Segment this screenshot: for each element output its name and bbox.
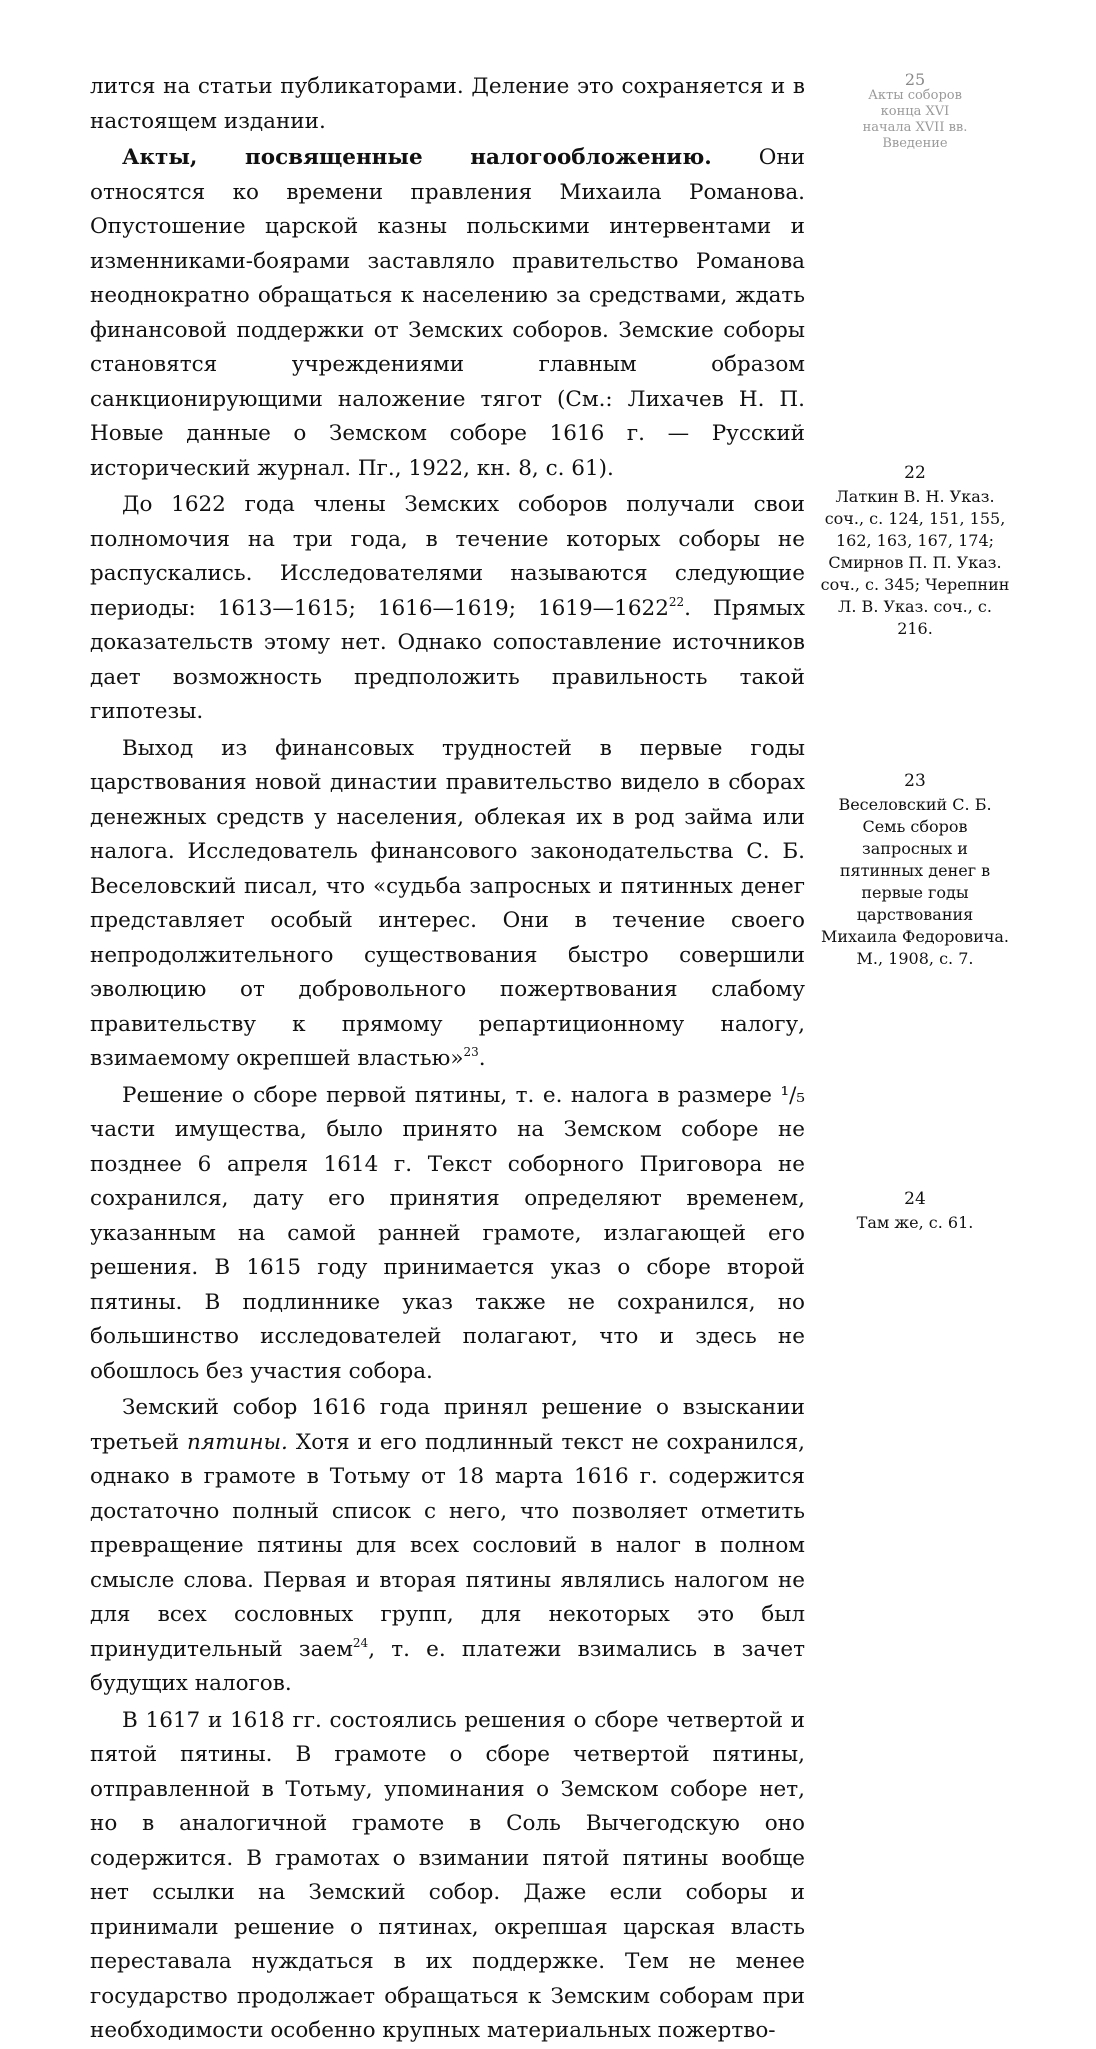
footnote-ref: 22 <box>668 594 685 609</box>
footnote-ref: 23 <box>463 1045 479 1059</box>
paragraph-text: Выход из финансовых трудностей в первые годы царствования новой династии правительство видело в сборах денежных средств у населения, облекая их в род займа или налога. Исследователь финансового законодательства С. Б. Веселовский писал, что «судьба запросных и пятинных денег представляет особый интерес. Они в течение своего непродолжительного существования быстро совершили эволюцию от добровольного пожертвования слабому правительству к прямому репартиционному налогу, взимаемому окрепшей властью» <box>90 735 805 1071</box>
margin-note-number: 24 <box>904 1189 926 1209</box>
running-head-line: конца XVI <box>880 104 950 119</box>
margin-note-text: Веселовский С. Б. Семь сборов запросных и пятинных денег в первые годы царствования Михаила Федоровича. М., 1908, с. 7. <box>820 795 1010 968</box>
margin-note-number: 22 <box>904 463 926 483</box>
paragraph-text: , т. е. платежи взимались в зачет будущих налогов. <box>90 1636 805 1696</box>
paragraph-continuation: лится на статьи публикаторами. Деление это сохраняется и в настоящем издании. <box>90 74 805 134</box>
paragraph-third-pyatina <box>90 1391 805 1702</box>
margin-note-number: 23 <box>904 771 926 791</box>
paragraph-periods <box>90 488 805 730</box>
paragraph-text: До 1622 года члены Земских соборов получали свои полномочия на три года, в течение которых соборы не распускались. Исследователями называются следующие периоды: 1613—1615; 1616—1619; 1619—1622 <box>90 492 805 621</box>
paragraph-first-pyatina: Решение о сборе первой пятины, т. е. налога в размере ¹/₅ части имущества, было принято на Земском соборе не позднее 6 апреля 1614 г. Текст соборного Приговора не сохранился, дату его принятия определяют временем, указанным на самой ранней грамоте, излагающей его решения. В 1615 году принимается указ о сборе второй пятины. В подлиннике указ также не сохранился, но большинство исследователей полагают, что и здесь не обошлось без участия собора. <box>90 1082 805 1384</box>
paragraph-financial <box>90 732 805 1077</box>
main-text-column <box>90 70 805 2049</box>
running-head-line: Акты соборов <box>868 88 962 103</box>
italic-term: пятины. <box>187 1429 288 1455</box>
margin-note-text: Там же, с. 61. <box>856 1213 974 1232</box>
margin-note <box>820 1188 1010 1234</box>
running-head-line: начала XVII вв. <box>862 120 968 135</box>
margin-note <box>820 462 1010 640</box>
paragraph-tax-acts <box>90 141 805 486</box>
section-lead-heading: Акты, посвященные налогообложению. <box>122 145 712 170</box>
margin-note <box>820 770 1010 970</box>
paragraph-text: Они относятся ко времени правления Михаила Романова. Опустошение царской казны польскими интервентами и изменниками-боярами заставляло правительство Романова неоднократно обращаться к населению за средствами, ждать финансовой поддержки от Земских соборов. Земские соборы становятся учреждениями главным образом санкционирующими наложение тягот (См.: Лихачев Н. П. Новые данные о Земском соборе 1616 г. — Русский исторический журнал. Пг., 1922, кн. 8, с. 61). <box>90 145 805 481</box>
running-head-line: Введение <box>882 136 948 151</box>
margin-note-text: Латкин В. Н. Указ. соч., с. 124, 151, 155, 162, 163, 167, 174; Смирнов П. П. Указ. соч., с. 345; Черепнин Л. В. Указ. соч., с. 216. <box>820 487 1010 638</box>
footnote-ref: 24 <box>352 1635 369 1650</box>
paragraph-text: Земский собор 1616 года принял решение о взыскании третьей <box>90 1395 805 1455</box>
running-head <box>820 72 1010 152</box>
paragraph-text: . <box>478 1046 486 1071</box>
paragraph-text: . Прямых доказательств этому нет. Однако сопоставление источников дает возможность предположить правильность такой гипотезы. <box>90 595 805 724</box>
paragraph-fourth-fifth: В 1617 и 1618 гг. состоялись решения о сборе четвертой и пятой пятины. В грамоте о сборе четвертой пятины, отправленной в Тотьму, упоминания о Земском соборе нет, но в аналогичной грамоте в Соль Вычегодскую оно содержится. В грамотах о взимании пятой пятины вообще нет ссылки на Земский собор. Даже если соборы и принимали решение о пятинах, окрепшая царская власть переставала нуждаться в их поддержке. Тем не менее государство продолжает обращаться к Земским соборам при необходимости особенно крупных материальных пожертво- <box>90 1707 805 2043</box>
paragraph-text: Хотя и его подлинный текст не сохранился, однако в грамоте в Тотьму от 18 марта 1616 г. содержится достаточно полный список с него, что позволяет отметить превращение пятины для всех сословий в налог в полном смысле слова. Первая и вторая пятины являлись налогом не для всех сословных групп, для некоторых это был принудительный заем <box>90 1429 805 1662</box>
page-number: 25 <box>904 70 926 89</box>
